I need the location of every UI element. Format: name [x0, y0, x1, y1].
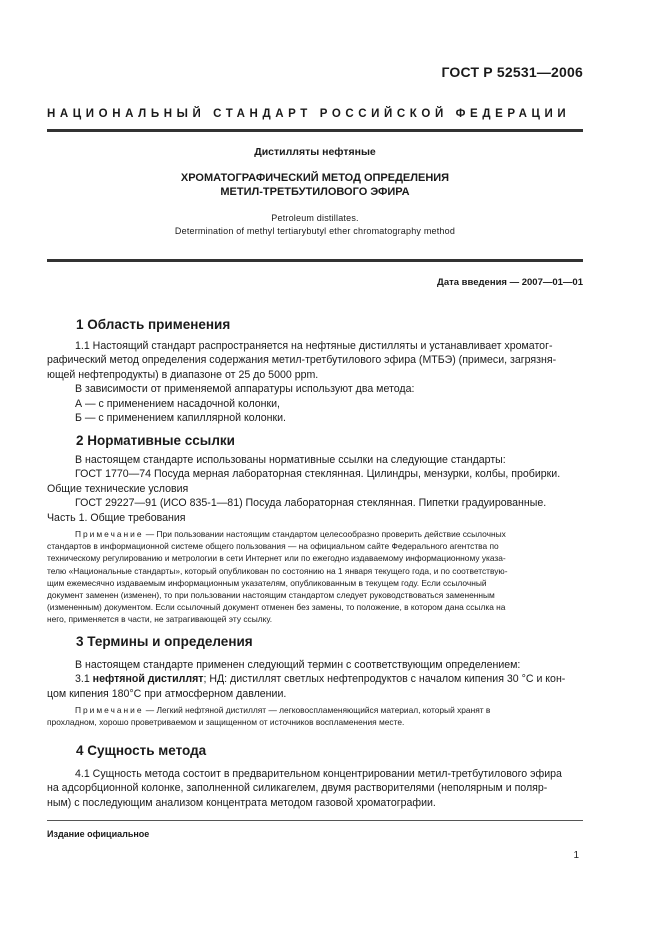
s3-note-text1: — Легкий нефтяной дистиллят — легковоспламеняющийся материал, который хранят в [143, 705, 491, 715]
standard-title [47, 171, 583, 199]
s2-ref1-line1: ГОСТ 1770—74 Посуда мерная лабораторная стеклянная. Цилиндры, мензурки, колбы, пробирки. [75, 468, 561, 481]
page-number: 1 [573, 850, 579, 861]
section-3-note [47, 704, 583, 728]
s2-note-line4: телю «Национальные стандарты», который опубликован по состоянию на 1 января текущего года, и по соответствую- [47, 565, 508, 576]
standard-number: ГОСТ Р 52531—2006 [441, 64, 583, 80]
s3-note-line1 [47, 704, 583, 716]
note-label: Примечание [75, 529, 144, 539]
term-name: нефтяной дистиллят [92, 673, 204, 686]
title-rule [47, 259, 583, 262]
english-title [47, 212, 583, 237]
title-line-1: ХРОМАТОГРАФИЧЕСКИЙ МЕТОД ОПРЕДЕЛЕНИЯ [180, 172, 450, 184]
section-2-body [47, 453, 583, 525]
introduction-date: Дата введения — 2007—01—01 [437, 277, 583, 288]
top-rule [47, 129, 583, 132]
s1-p4: Б — с применением капиллярной колонки. [75, 412, 286, 425]
s3-term-line2: цом кипения 180°С при атмосферном давлении. [47, 687, 287, 700]
s2-note-text1: — При пользовании настоящим стандартом целесообразно проверить действие ссылочных [143, 529, 506, 539]
english-title-line-1: Petroleum distillates. [271, 213, 359, 223]
section-1-heading: 1 Область применения [76, 317, 231, 332]
s2-note-line1 [47, 528, 583, 540]
s4-p1-line3: ным) с последующим анализом концентрата методом газовой хроматографии. [47, 796, 436, 809]
s3-p1: В настоящем стандарте применен следующий термин с соответствующим определением: [75, 659, 521, 671]
note-label: Примечание [75, 705, 144, 715]
s2-note-line7: (измененным) документом. Если ссылочный документ отменен без замены, то положение, в котором дана ссылка на [47, 602, 506, 613]
section-3-heading: 3 Термины и определения [76, 634, 253, 649]
section-4-body [47, 767, 583, 810]
footer-rule [47, 820, 583, 821]
s1-p3: А — с применением насадочной колонки, [75, 397, 280, 410]
s2-note-line8: него, применяется в части, не затрагивающей эту ссылку. [47, 614, 273, 625]
s1-p1-line3: ющей нефтепродукты) в диапазоне от 25 до 5000 ppm. [47, 368, 319, 381]
s2-note-line2: стандартов в информационной системе общего пользования — на официальном сайте Федерального агентства по [47, 541, 499, 552]
section-3-body [47, 658, 583, 701]
s2-ref2-line2: Часть 1. Общие требования [47, 511, 186, 524]
edition-label: Издание официальное [47, 829, 150, 839]
s2-p1: В настоящем стандарте использованы нормативные ссылки на следующие стандарты: [75, 454, 506, 466]
national-standard-banner: НАЦИОНАЛЬНЫЙ СТАНДАРТ РОССИЙСКОЙ ФЕДЕРАЦИИ [47, 108, 571, 120]
section-2-note [47, 528, 583, 626]
s4-p1-line1: 4.1 Сущность метода состоит в предварительном концентрировании метил-третбутилового эфира [75, 768, 562, 780]
title-line-2: МЕТИЛ-ТРЕТБУТИЛОВОГО ЭФИРА [220, 186, 410, 198]
section-2-heading: 2 Нормативные ссылки [76, 433, 235, 448]
s1-p2: В зависимости от применяемой аппаратуры используют два метода: [75, 383, 415, 396]
section-1-body [47, 339, 583, 425]
s3-note-line2: прохладном, хорошо проветриваемом и защищенном от источников воспламенения месте. [47, 717, 405, 728]
s2-ref2-line1: ГОСТ 29227—91 (ИСО 835-1—81) Посуда лабораторная стеклянная. Пипетки градуированные. [75, 497, 547, 510]
s2-note-line3: техническому регулированию и метрологии в сети Интернет или по ежегодно издаваемому информационному указа- [47, 553, 506, 564]
s2-ref1-line2: Общие технические условия [47, 482, 189, 495]
s2-note-line6: документ заменен (изменен), то при пользовании настоящим стандартом следует руководствоваться замененным [47, 590, 495, 601]
s1-p1-line2: рафический метод определения содержания метил-третбутилового эфира (МТБЭ) (примеси, загрязня- [47, 354, 557, 367]
s3-term-line1 [47, 672, 583, 686]
standard-category: Дистилляты нефтяные [254, 146, 376, 158]
s4-p1-line2: на адсорбционной колонке, заполненной силикагелем, двумя растворителями (неполярным и поляр- [47, 782, 548, 795]
english-title-line-2: Determination of methyl tertiarybutyl ether chromatography method [174, 225, 456, 236]
term-definition: ; НД: дистиллят светлых нефтепродуктов с началом кипения 30 °С и кон- [203, 673, 566, 686]
s1-p1-line1: 1.1 Настоящий стандарт распространяется на нефтяные дистилляты и устанавливает хроматог- [75, 340, 553, 352]
section-4-heading: 4 Сущность метода [76, 743, 207, 758]
term-number: 3.1 [75, 673, 93, 686]
s2-note-line5: щим ежемесячно издаваемым информационным указателям, опубликованным в текущем году. Если ссылочный [47, 577, 487, 588]
